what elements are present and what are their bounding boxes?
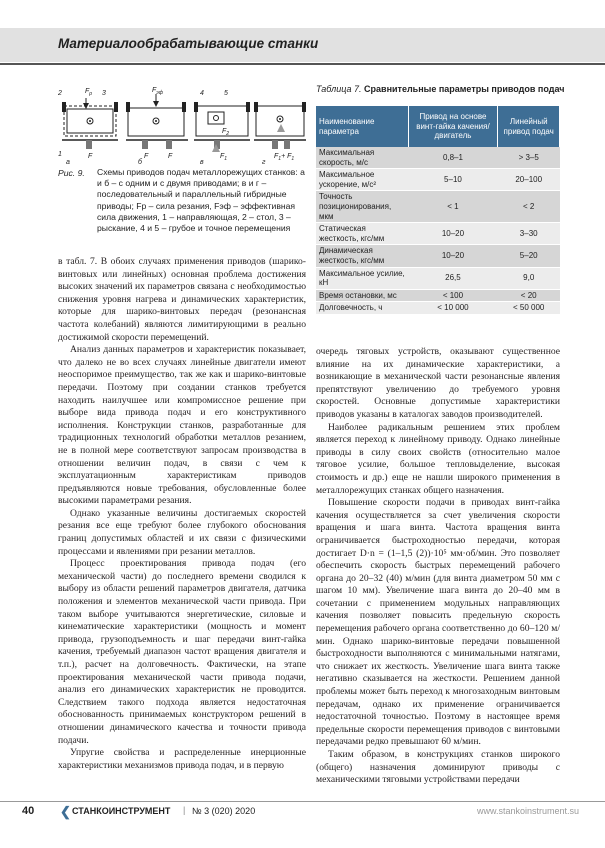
right-column-text <box>316 346 560 787</box>
table-cell: Максимальная скорость, м/с <box>316 147 408 169</box>
fig-label-1: 1 <box>58 151 62 158</box>
paragraph: Повышение скорости подачи в приводах винт-гайка качения осуществляется за счет увеличения скорости вращения и шага винта. Частота вращения винта ограничивается быстроходностью передачи, которая достигает D·n = (1–1,5 (2))·10⁵ мм·об/мин. Это позволяет обеспечить скорость быстрых перемещений рабочего органа до 20–32 (40) м/мин (для винта диаметром 50 мм с шагом 10 мм). Увеличение шага винта до 20–40 мм в сочетании с применением модульных направляющих качения позволяет повысить предельную скорость перемещения рабочего органа соответственно до 60–120 м/мин. Однако шарико-винтовые передачи повышенной быстроходности выполняются с минимальными натягами, что снижает их жесткость. Увеличение шага винта также негативно сказывается на жесткости. Решением данной проблемы может быть переход к многозаходным винтовым передачам, однако их применение ограничивается недостаточной точностью. Поэтому в настоящее время предельные скорости перемещения приводов с винтовыми передачами редко превышают 60 м/мин. <box>316 497 560 748</box>
figure-feed-drive-schemes <box>58 86 306 168</box>
table-row <box>316 245 560 267</box>
fig-label-f2: $F_2$ <box>222 128 230 137</box>
table-cell: Динамическая жесткость, кгс/мм <box>316 245 408 267</box>
table-row <box>316 302 560 315</box>
journal-url[interactable]: www.stankoinstrument.su <box>476 806 579 816</box>
table-cell: < 2 <box>498 191 560 223</box>
table-cell: Точность позиционирования, мкм <box>316 191 408 223</box>
table-cell: < 100 <box>408 289 498 302</box>
journal-name: СТАНКОИНСТРУМЕНТ <box>72 806 171 816</box>
fig-label-a: а <box>66 159 70 166</box>
table-cell: 9,0 <box>498 267 560 289</box>
fig-label-f1-v: $F_1$ <box>220 153 228 162</box>
fig-label-g: г <box>262 159 266 166</box>
chevron-left-icon: ❮ <box>60 804 71 819</box>
table-cell: Время остановки, мс <box>316 289 408 302</box>
scheme-g <box>254 102 306 149</box>
table-number: Таблица 7. <box>316 84 362 94</box>
table-cell: Статическая жесткость, кгс/мм <box>316 223 408 245</box>
table-cell: 10–20 <box>408 223 498 245</box>
table-title: Сравнительные параметры приводов подач <box>364 84 565 94</box>
table-cell: 26,5 <box>408 267 498 289</box>
params-table <box>316 106 560 315</box>
table-row <box>316 191 560 223</box>
table-row <box>316 267 560 289</box>
table-cell: 5–20 <box>498 245 560 267</box>
fig-label-4: 4 <box>200 90 204 97</box>
paragraph: Анализ данных параметров и характеристик показывает, что далеко не во всех случаях линейные двигатели имеют неоспоримое преимущество, так же как и шарико-винтовые передачи. Поэтому при создании станков требуется находить наилучшее или компромиссное решение при выборе вида привода подач и его конструктивного исполнения. Конструкции станков, разработанные для традиционных технологий обработки металлов резанием, не в полной мере соответствуют запросам производства в отношении величин подач, в связи с чем к эксплуатационным характеристикам приводов предъявляются новые требования, обусловленные более высокими параметрами резания. <box>58 344 306 507</box>
paragraph: Упругие свойства и распределенные инерционные характеристики механизмов привода подач, и в первую <box>58 747 306 771</box>
page-section-title: Материалообрабатывающие станки <box>58 36 319 51</box>
page-number: 40 <box>22 805 35 817</box>
table-cell: Долговечность, ч <box>316 302 408 315</box>
table-row <box>316 289 560 302</box>
fig-label-fp: $F_p$ <box>85 88 93 97</box>
footer-separator: | <box>183 805 186 815</box>
table-cell: 3–30 <box>498 223 560 245</box>
table-cell: Максимальное усилие, кН <box>316 267 408 289</box>
header-divider <box>0 63 605 65</box>
table-header-row <box>316 106 560 147</box>
fig-label-3: 3 <box>102 90 106 97</box>
fig-label-f-b1: F <box>144 153 149 160</box>
fig-label-5: 5 <box>224 90 228 97</box>
paragraph: очередь тяговых устройств, оказывают существенное влияние на их динамические характеристики, а возникающие в механической части резонансные явления препятствуют увеличению до требуемого уровня скоростей. Основные допустимые характеристики приводов указаны в каталогах заводов производителей. <box>316 346 560 420</box>
table-cell: > 3–5 <box>498 147 560 169</box>
table-cell: < 10 000 <box>408 302 498 315</box>
journal-issue: № 3 (020) 2020 <box>192 806 256 816</box>
fig-label-f-b2: F <box>168 153 173 160</box>
table-row <box>316 147 560 169</box>
table-row <box>316 223 560 245</box>
paragraph: Однако указанные величины достигаемых скоростей резания все еще требуют более глубокого обоснования границ допустимых областей и их связи с физическими процессами и явлениями при резании металлов. <box>58 507 306 557</box>
paragraph: Таким образом, в конструкциях станков широкого (общего) назначения доминируют приводы с механическими тяговыми устройствами передачи <box>316 749 560 786</box>
footer-divider <box>0 801 605 802</box>
scheme-b <box>126 94 188 149</box>
fig-label-feff: $F_{эф}$ <box>152 87 163 96</box>
fig-label-f-a: F <box>88 153 93 160</box>
paragraph: в табл. 7. В обоих случаях применения приводов (шарико-винтовых или линейных) основная проблема достижения высоких значений их параметров связана с необходимостью снижения уровня нагрева и динамических характеристик, которые для шарико-винтовых передач (резонансная частота колебаний) являются лимитирующими в реально достижимой скорости перемещений. <box>58 256 306 343</box>
table-header-cell: Привод на основе винт-гайка качения/двигатель <box>408 106 498 147</box>
figure-number: Рис. 9. <box>58 168 85 178</box>
paragraph: Наиболее радикальным решением этих проблем является переход к линейному приводу. Однако линейные приводы в силу своих свойств (относительно малое тяговое усилие, большое тепловыделение, высокая стоимость и др.) еще не нашли широкого применения в металлорежущих станках общего назначения. <box>316 421 560 496</box>
left-column-text <box>58 256 306 772</box>
fig-label-v: в <box>200 159 204 166</box>
scheme-v <box>194 102 250 152</box>
table-cell: 0,8–1 <box>408 147 498 169</box>
table-row <box>316 169 560 191</box>
table-header-cell: Линейный привод подач <box>498 106 560 147</box>
table-cell: Максимальное ускорение, м/с² <box>316 169 408 191</box>
fig-label-b: б <box>138 159 142 166</box>
figure-caption <box>58 167 308 234</box>
table-cell: < 1 <box>408 191 498 223</box>
table-cell: 5–10 <box>408 169 498 191</box>
table-caption <box>316 84 564 94</box>
figure-caption-text: Схемы приводов подач металлорежущих станков: а и б – с одним и с двумя приводами; в и г – последовательный и параллельный гибридные приводы; Fр – сила резания, Fэф – эффективная сила движения, 1 – направляющая, 2 – стол, 3 – рыскание, 4 и 5 – грубое и точное перемещения <box>97 167 305 234</box>
table-header-cell: Наименование параметра <box>316 106 408 147</box>
scheme-a <box>62 98 118 149</box>
table-cell: < 20 <box>498 289 560 302</box>
paragraph: Процесс проектирования привода подач (его механической части) до последнего времени сводился к выбору из области решений параметров двигателя, датчика положения и элементов механической части привода. При таком выборе учитываются энергетические, силовые и кинематические характеристики (мощность и момент привода, грузоподъемность и шаг передачи винт-гайка качения, требуемый диапазон частот вращения двигателя и т.п.), расчет на долговечность. Фактически, на этапе проектирования механической части привода подачи, анализ его динамических характеристик не проводится. Следствием такого подхода является недостаточная обоснованность принимаемых конструктором решений в отношении динамического качества и точности привода подачи. <box>58 558 306 746</box>
table-cell: < 50 000 <box>498 302 560 315</box>
table-cell: 10–20 <box>408 245 498 267</box>
table-cell: 20–100 <box>498 169 560 191</box>
fig-label-2: 2 <box>58 90 62 97</box>
fig-label-f1f1: $F_1+ F_1$ <box>274 153 295 162</box>
